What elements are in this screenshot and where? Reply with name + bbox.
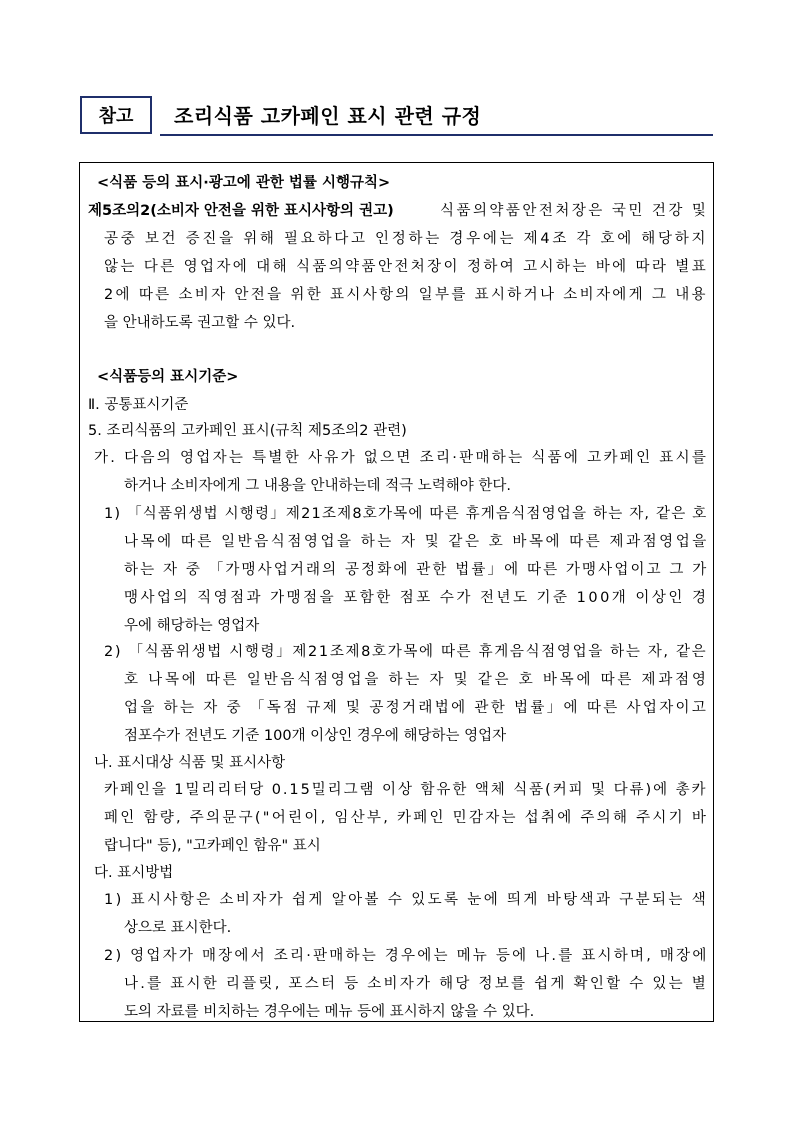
title-underline: [160, 134, 713, 136]
reference-tag: 참고: [80, 96, 152, 134]
subclause-line: 1) 표시사항은 소비자가 쉽게 알아볼 수 있도록 눈에 띄게 바탕색과 구분되는 색: [104, 892, 709, 908]
page-title: 조리식품 고카페인 표시 관련 규정: [174, 104, 482, 128]
subclause-line: 상으로 표시한다.: [124, 920, 232, 936]
subclause-line: 나목에 따른 일반음식점영업을 하는 자 및 같은 호 바목에 따른 제과점영업을: [124, 534, 709, 550]
subclause-line: 나.를 표시한 리플릿, 포스터 등 소비자가 해당 정보를 쉽게 확인할 수 있는 별: [124, 976, 708, 992]
clause-ga-line: 하거나 소비자에게 그 내용을 안내하는데 적극 노력해야 한다.: [124, 478, 512, 494]
clause-da-title: 다. 표시방법: [94, 865, 174, 881]
subclause-line: 맹사업의 직영점과 가맹점을 포함한 점포 수가 전년도 기준 100개 이상인 경: [124, 590, 709, 606]
article-text-line: 공중 보건 증진을 위해 필요하다고 인정하는 경우에는 제4조 각 호에 해당하지: [104, 231, 709, 247]
subclause-line: 업을 하는 자 중 「독점 규제 및 공정거래법에 관한 법률」에 따른 사업자이고: [124, 700, 709, 716]
article-text-line: 않는 다른 영업자에 대해 식품의약품안전처장이 정하여 고시하는 바에 따라 별표: [104, 259, 709, 275]
item-heading: 5. 조리식품의 고카페인 표시(규칙 제5조의2 관련): [88, 423, 407, 439]
section-heading: Ⅱ. 공통표시기준: [88, 397, 189, 413]
article-text-line: 을 안내하도록 권고할 수 있다.: [104, 315, 296, 331]
clause-na-line: 랍니다" 등), "고카페인 함유" 표시: [104, 838, 321, 854]
subclause-line: 2) 영업자가 매장에서 조리·판매하는 경우에는 메뉴 등에 나.를 표시하며, 매장에: [104, 948, 709, 964]
clause-na-line: 페인 함량, 주의문구("어린이, 임산부, 카페인 민감자는 섭취에 주의해 주시기 바: [104, 810, 709, 826]
clause-na-line: 카페인을 1밀리리터당 0.15밀리그램 이상 함유한 액체 식품(커피 및 다류)에 총카: [104, 782, 708, 798]
law1-heading: <식품 등의 표시·광고에 관한 법률 시행규칙>: [97, 175, 391, 191]
subclause-line: 2) 「식품위생법 시행령」제21조제8호가목에 따른 휴게음식점영업을 하는 자, 같은: [104, 644, 708, 660]
subclause-line: 호 나목에 따른 일반음식점영업을 하는 자 및 같은 호 바목에 따른 제과점영: [124, 672, 709, 688]
clause-na-title: 나. 표시대상 식품 및 표시사항: [94, 755, 286, 771]
subclause-line: 점포수가 전년도 기준 100개 이상인 경우에 해당하는 영업자: [124, 728, 507, 744]
article-text-line: 2에 따른 소비자 안전을 위한 표시사항의 일부를 표시하거나 소비자에게 그 내용: [104, 287, 708, 303]
subclause-line: 도의 자료를 비치하는 경우에는 메뉴 등에 표시하지 않을 수 있다.: [124, 1004, 535, 1020]
article-text-line: 식품의약품안전처장은 국민 건강 및: [440, 203, 709, 219]
subclause-line: 1) 「식품위생법 시행령」제21조제8호가목에 따른 휴게음식점영업을 하는 자, 같은 호: [104, 506, 708, 522]
law2-heading: <식품등의 표시기준>: [97, 369, 239, 385]
article-title: 제5조의2(소비자 안전을 위한 표시사항의 권고): [88, 203, 394, 219]
clause-ga-line: 가. 다음의 영업자는 특별한 사유가 없으면 조리·판매하는 식품에 고카페인 표시를: [94, 450, 709, 466]
subclause-line: 우에 해당하는 영업자: [124, 618, 260, 634]
subclause-line: 하는 자 중 「가맹사업거래의 공정화에 관한 법률」에 따른 가맹사업이고 그 가: [124, 562, 709, 578]
